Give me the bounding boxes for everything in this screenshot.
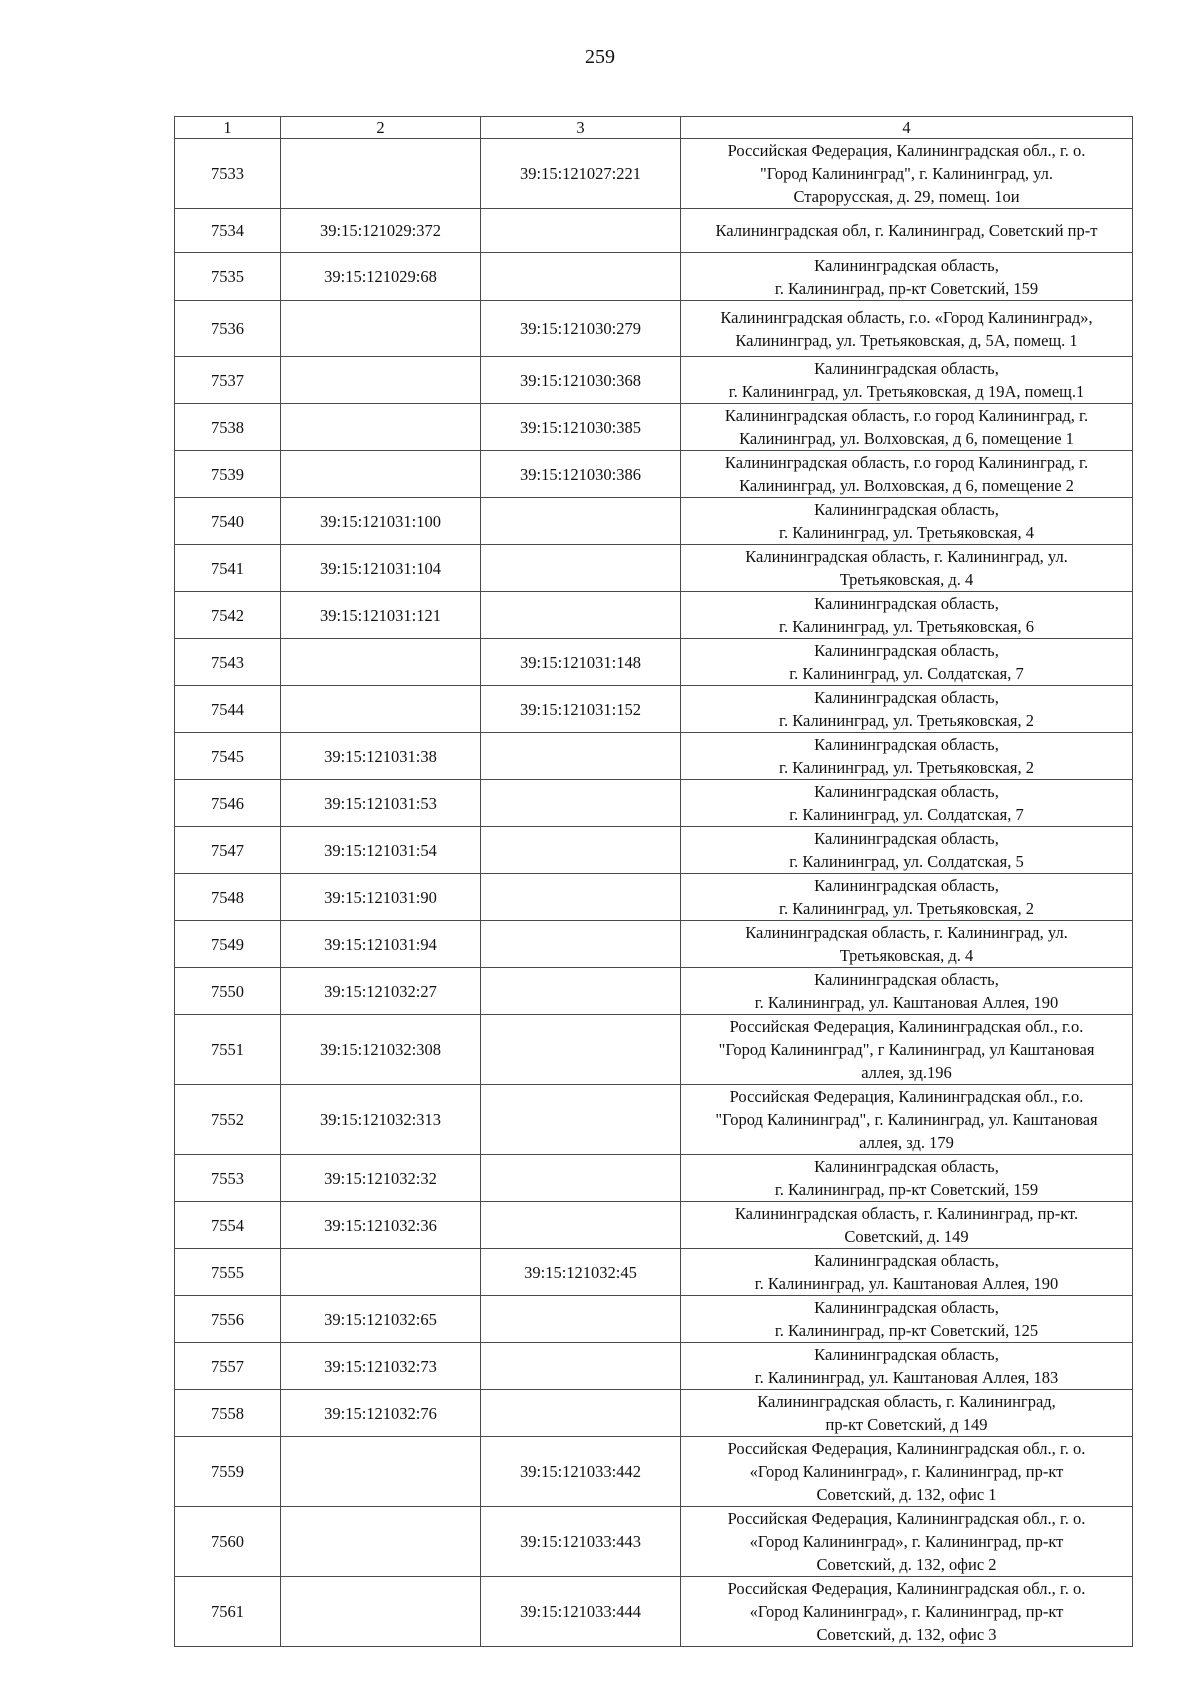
row-number-cell: 7543 xyxy=(175,639,281,686)
address-cell xyxy=(681,639,1133,686)
address-cell xyxy=(681,686,1133,733)
table-row xyxy=(175,1390,1133,1437)
row-number-cell: 7533 xyxy=(175,139,281,209)
table-row xyxy=(175,968,1133,1015)
address-cell xyxy=(681,827,1133,874)
address-line: Российская Федерация, Калининградская обл., г. о. xyxy=(727,1579,1086,1598)
address-cell xyxy=(681,1155,1133,1202)
row-number-cell: 7551 xyxy=(175,1015,281,1085)
address-cell xyxy=(681,921,1133,968)
address-line: "Город Калининград", г Калининград, ул Каштановая xyxy=(718,1040,1095,1059)
cadastral-number-cell: 39:15:121029:68 xyxy=(281,253,481,301)
cadastral-number-premises-cell xyxy=(481,827,681,874)
cadastral-number-cell xyxy=(281,139,481,209)
address-line: г. Калининград, ул. Солдатская, 7 xyxy=(789,805,1024,824)
address-cell xyxy=(681,874,1133,921)
row-number-cell: 7540 xyxy=(175,498,281,545)
column-header-3: 3 xyxy=(481,117,681,139)
table-row xyxy=(175,545,1133,592)
address-cell xyxy=(681,968,1133,1015)
table-row xyxy=(175,1296,1133,1343)
table-row xyxy=(175,498,1133,545)
column-header-1: 1 xyxy=(175,117,281,139)
row-number-cell: 7549 xyxy=(175,921,281,968)
cadastral-number-premises-cell xyxy=(481,921,681,968)
cadastral-number-premises-cell: 39:15:121030:386 xyxy=(481,451,681,498)
row-number-cell: 7547 xyxy=(175,827,281,874)
cadastral-number-premises-cell xyxy=(481,780,681,827)
address-line: аллея, зд. 179 xyxy=(859,1133,954,1152)
address-line: Российская Федерация, Калининградская обл., г. о. xyxy=(727,141,1086,160)
cadastral-number-cell: 39:15:121032:36 xyxy=(281,1202,481,1249)
address-line: аллея, зд.196 xyxy=(861,1063,952,1082)
cadastral-number-cell xyxy=(281,451,481,498)
cadastral-number-cell: 39:15:121031:94 xyxy=(281,921,481,968)
cadastral-number-cell: 39:15:121032:76 xyxy=(281,1390,481,1437)
address-line: Калининградская область, xyxy=(814,876,999,895)
cadastral-number-premises-cell xyxy=(481,968,681,1015)
address-line: г. Калининград, пр-кт Советский, 159 xyxy=(774,278,1039,298)
cadastral-number-cell: 39:15:121031:38 xyxy=(281,733,481,780)
cadastral-number-premises-cell: 39:15:121030:368 xyxy=(481,357,681,404)
cadastral-number-premises-cell: 39:15:121033:443 xyxy=(481,1507,681,1577)
cadastral-number-cell xyxy=(281,1437,481,1507)
table-row xyxy=(175,686,1133,733)
row-number-cell: 7539 xyxy=(175,451,281,498)
address-line: Российская Федерация, Калининградская обл., г.о. xyxy=(729,1017,1084,1036)
address-line: Калининградская область, xyxy=(814,255,999,275)
cadastral-number-premises-cell xyxy=(481,874,681,921)
address-line: Калининградская область, xyxy=(814,500,999,519)
cadastral-number-premises-cell: 39:15:121032:45 xyxy=(481,1249,681,1296)
address-cell xyxy=(681,545,1133,592)
address-line: г. Калининград, ул. Каштановая Аллея, 183 xyxy=(754,1368,1059,1387)
table-row xyxy=(175,1577,1133,1647)
registry-table xyxy=(174,116,1133,1647)
table-row xyxy=(175,1155,1133,1202)
address-cell xyxy=(681,1507,1133,1577)
address-line: Калининградская область, г.о. «Город Калининград», xyxy=(720,307,1093,327)
row-number-cell: 7537 xyxy=(175,357,281,404)
cadastral-number-cell xyxy=(281,1249,481,1296)
address-cell xyxy=(681,1437,1133,1507)
cadastral-number-premises-cell xyxy=(481,498,681,545)
address-line: Российская Федерация, Калининградская обл., г. о. xyxy=(727,1439,1086,1458)
table-row xyxy=(175,1343,1133,1390)
address-line: Третьяковская, д. 4 xyxy=(839,946,974,965)
address-line: «Город Калининград», г. Калининград, пр-кт xyxy=(749,1462,1064,1481)
cadastral-number-cell: 39:15:121032:65 xyxy=(281,1296,481,1343)
address-cell xyxy=(681,1577,1133,1647)
address-line: Калининградская область, xyxy=(814,829,999,848)
address-line: г. Калининград, ул. Третьяковская, д 19А, помещ.1 xyxy=(728,382,1085,401)
table-header xyxy=(175,117,1133,139)
address-cell xyxy=(681,1249,1133,1296)
address-line: г. Калининград, ул. Каштановая Аллея, 190 xyxy=(754,1274,1059,1293)
address-line: Калининградская область, г. Калининград, ул. xyxy=(745,923,1068,942)
table-body xyxy=(175,139,1133,1647)
address-line: г. Калининград, ул. Третьяковская, 6 xyxy=(779,617,1034,636)
row-number-cell: 7541 xyxy=(175,545,281,592)
address-line: Калининградская область, xyxy=(814,641,999,660)
table-row xyxy=(175,1015,1133,1085)
address-cell xyxy=(681,404,1133,451)
address-line: Калининградская область, xyxy=(814,970,999,989)
address-line: Калининградская область, xyxy=(814,594,999,613)
row-number-cell: 7558 xyxy=(175,1390,281,1437)
table-row xyxy=(175,921,1133,968)
address-line: Калининград, ул. Волховская, д 6, помещение 1 xyxy=(739,429,1074,448)
address-cell xyxy=(681,1296,1133,1343)
cadastral-number-cell: 39:15:121032:313 xyxy=(281,1085,481,1155)
row-number-cell: 7534 xyxy=(175,209,281,253)
cadastral-number-premises-cell xyxy=(481,1202,681,1249)
cadastral-number-premises-cell: 39:15:121033:444 xyxy=(481,1577,681,1647)
row-number-cell: 7535 xyxy=(175,253,281,301)
address-line: г. Калининград, пр-кт Советский, 125 xyxy=(774,1321,1039,1340)
address-line: «Город Калининград», г. Калининград, пр-кт xyxy=(749,1532,1064,1551)
address-line: "Город Калининград", г. Калининград, ул. xyxy=(760,164,1053,183)
row-number-cell: 7559 xyxy=(175,1437,281,1507)
cadastral-number-premises-cell xyxy=(481,545,681,592)
address-cell xyxy=(681,1202,1133,1249)
address-line: г. Калининград, ул. Каштановая Аллея, 190 xyxy=(754,993,1059,1012)
row-number-cell: 7553 xyxy=(175,1155,281,1202)
table-row xyxy=(175,639,1133,686)
row-number-cell: 7545 xyxy=(175,733,281,780)
cadastral-number-premises-cell: 39:15:121030:385 xyxy=(481,404,681,451)
address-cell xyxy=(681,780,1133,827)
cadastral-number-premises-cell xyxy=(481,592,681,639)
cadastral-number-premises-cell xyxy=(481,1085,681,1155)
row-number-cell: 7552 xyxy=(175,1085,281,1155)
address-line: г. Калининград, ул. Третьяковская, 4 xyxy=(779,523,1034,542)
row-number-cell: 7538 xyxy=(175,404,281,451)
cadastral-number-cell xyxy=(281,1507,481,1577)
address-cell xyxy=(681,209,1133,253)
cadastral-number-premises-cell xyxy=(481,733,681,780)
cadastral-number-premises-cell: 39:15:121031:148 xyxy=(481,639,681,686)
address-cell xyxy=(681,357,1133,404)
address-cell xyxy=(681,592,1133,639)
cadastral-number-cell: 39:15:121031:104 xyxy=(281,545,481,592)
cadastral-number-premises-cell xyxy=(481,253,681,301)
table-row xyxy=(175,733,1133,780)
cadastral-number-cell: 39:15:121032:32 xyxy=(281,1155,481,1202)
cadastral-number-premises-cell xyxy=(481,1343,681,1390)
column-header-4: 4 xyxy=(681,117,1133,139)
cadastral-number-premises-cell xyxy=(481,1155,681,1202)
address-cell xyxy=(681,451,1133,498)
address-line: г. Калининград, ул. Солдатская, 7 xyxy=(789,664,1024,683)
address-line: Калининградская область, г. Калининград, ул. xyxy=(745,547,1068,566)
cadastral-number-premises-cell: 39:15:121030:279 xyxy=(481,301,681,357)
address-line: "Город Калининград", г. Калининград, ул. Каштановая xyxy=(715,1110,1098,1129)
cadastral-number-cell: 39:15:121032:308 xyxy=(281,1015,481,1085)
table-row xyxy=(175,827,1133,874)
address-line: г. Калининград, ул. Третьяковская, 2 xyxy=(779,899,1034,918)
cadastral-number-cell xyxy=(281,1577,481,1647)
cadastral-number-premises-cell xyxy=(481,1390,681,1437)
address-cell xyxy=(681,498,1133,545)
address-cell xyxy=(681,253,1133,301)
table-row xyxy=(175,139,1133,209)
cadastral-number-cell: 39:15:121031:90 xyxy=(281,874,481,921)
table-row xyxy=(175,451,1133,498)
row-number-cell: 7546 xyxy=(175,780,281,827)
address-line: Советский, д. 132, офис 3 xyxy=(816,1625,997,1644)
row-number-cell: 7548 xyxy=(175,874,281,921)
table-row xyxy=(175,780,1133,827)
table-row xyxy=(175,1437,1133,1507)
address-line: Советский, д. 149 xyxy=(844,1227,969,1246)
table-row xyxy=(175,874,1133,921)
address-line: Калининградская область, xyxy=(814,688,999,707)
row-number-cell: 7544 xyxy=(175,686,281,733)
table-row xyxy=(175,592,1133,639)
address-line: Калининградская обл, г. Калининград, Советский пр-т xyxy=(715,221,1098,240)
table-row xyxy=(175,1507,1133,1577)
address-cell xyxy=(681,1390,1133,1437)
row-number-cell: 7555 xyxy=(175,1249,281,1296)
cadastral-number-cell xyxy=(281,301,481,357)
address-line: г. Калининград, ул. Третьяковская, 2 xyxy=(779,711,1034,730)
address-line: Калининградская область, xyxy=(814,1157,999,1176)
cadastral-number-cell xyxy=(281,686,481,733)
address-line: Калининградская область, xyxy=(814,359,999,378)
row-number-cell: 7542 xyxy=(175,592,281,639)
address-line: г. Калининград, ул. Солдатская, 5 xyxy=(789,852,1024,871)
column-header-2: 2 xyxy=(281,117,481,139)
address-cell xyxy=(681,139,1133,209)
table-row xyxy=(175,357,1133,404)
address-line: Калининградская область, xyxy=(814,735,999,754)
header-row xyxy=(175,117,1133,139)
address-line: г. Калининград, пр-кт Советский, 159 xyxy=(774,1180,1039,1199)
address-line: г. Калининград, ул. Третьяковская, 2 xyxy=(779,758,1034,777)
cadastral-number-premises-cell: 39:15:121031:152 xyxy=(481,686,681,733)
address-cell xyxy=(681,1085,1133,1155)
table-row xyxy=(175,209,1133,253)
address-line: Калининград, ул. Волховская, д 6, помещение 2 xyxy=(739,476,1074,495)
cadastral-number-cell: 39:15:121029:372 xyxy=(281,209,481,253)
row-number-cell: 7560 xyxy=(175,1507,281,1577)
table-row xyxy=(175,1249,1133,1296)
address-line: Калининградская область, xyxy=(814,1298,999,1317)
address-line: Калининградская область, xyxy=(814,782,999,801)
address-line: Калининградская область, г. Калининград, пр-кт. xyxy=(734,1204,1079,1223)
address-line: Третьяковская, д. 4 xyxy=(839,570,974,589)
address-line: Калининград, ул. Третьяковская, д, 5А, помещ. 1 xyxy=(735,330,1078,350)
address-line: «Город Калининград», г. Калининград, пр-кт xyxy=(749,1602,1064,1621)
table-row xyxy=(175,404,1133,451)
cadastral-number-cell: 39:15:121031:121 xyxy=(281,592,481,639)
address-cell xyxy=(681,733,1133,780)
row-number-cell: 7554 xyxy=(175,1202,281,1249)
address-line: Российская Федерация, Калининградская обл., г.о. xyxy=(729,1087,1084,1106)
cadastral-number-cell: 39:15:121031:53 xyxy=(281,780,481,827)
table-row xyxy=(175,1202,1133,1249)
page-number: 259 xyxy=(585,46,615,68)
cadastral-number-premises-cell xyxy=(481,1015,681,1085)
address-line: Калининградская область, г.о город Калининград, г. xyxy=(724,406,1089,425)
table-row xyxy=(175,1085,1133,1155)
cadastral-number-cell xyxy=(281,639,481,686)
table-row xyxy=(175,253,1133,301)
row-number-cell: 7556 xyxy=(175,1296,281,1343)
address-cell xyxy=(681,1343,1133,1390)
row-number-cell: 7550 xyxy=(175,968,281,1015)
cadastral-number-premises-cell: 39:15:121033:442 xyxy=(481,1437,681,1507)
address-line: Калининградская область, xyxy=(814,1251,999,1270)
cadastral-number-cell: 39:15:121031:100 xyxy=(281,498,481,545)
address-line: Российская Федерация, Калининградская обл., г. о. xyxy=(727,1509,1086,1528)
address-line: Советский, д. 132, офис 2 xyxy=(816,1555,997,1574)
cadastral-number-premises-cell xyxy=(481,1296,681,1343)
table-row xyxy=(175,301,1133,357)
address-line: Старорусская, д. 29, помещ. 1ои xyxy=(793,187,1020,206)
cadastral-number-cell: 39:15:121031:54 xyxy=(281,827,481,874)
cadastral-number-premises-cell: 39:15:121027:221 xyxy=(481,139,681,209)
address-cell xyxy=(681,301,1133,357)
cadastral-number-cell xyxy=(281,357,481,404)
address-line: Калининградская область, г.о город Калининград, г. xyxy=(724,453,1089,472)
cadastral-number-cell: 39:15:121032:73 xyxy=(281,1343,481,1390)
address-line: Советский, д. 132, офис 1 xyxy=(816,1485,997,1504)
address-line: пр-кт Советский, д 149 xyxy=(825,1415,988,1434)
address-cell xyxy=(681,1015,1133,1085)
row-number-cell: 7557 xyxy=(175,1343,281,1390)
cadastral-number-cell: 39:15:121032:27 xyxy=(281,968,481,1015)
row-number-cell: 7561 xyxy=(175,1577,281,1647)
address-line: Калининградская область, г. Калининград, xyxy=(757,1392,1056,1411)
row-number-cell: 7536 xyxy=(175,301,281,357)
cadastral-number-premises-cell xyxy=(481,209,681,253)
address-line: Калининградская область, xyxy=(814,1345,999,1364)
cadastral-number-cell xyxy=(281,404,481,451)
